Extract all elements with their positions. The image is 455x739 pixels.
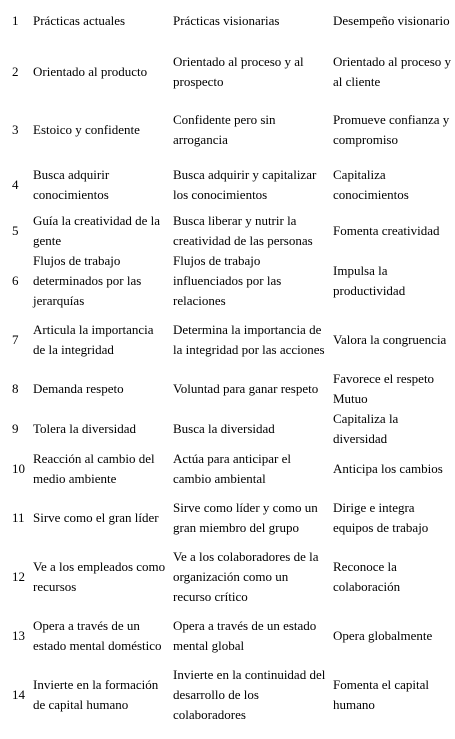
table-row: [0, 665, 455, 725]
visionary-performance-cell: Capitaliza conocimientos: [333, 167, 409, 202]
row-number: 6: [12, 273, 19, 288]
visionary-practice-cell: Busca liberar y nutrir la creatividad de las personas: [173, 213, 313, 248]
visionary-practice-cell: Actúa para anticipar el cambio ambiental: [173, 451, 292, 486]
row-number: 13: [12, 628, 25, 643]
visionary-performance-cell: Reconoce la colaboración: [333, 559, 401, 594]
current-practice-cell: Articula la importancia de la integridad: [33, 322, 154, 357]
visionary-performance-cell: Capitaliza la diversidad: [333, 411, 399, 446]
visionary-practice-cell: Invierte en la continuidad del desarrollo de los colaboradores: [173, 667, 326, 722]
current-practice-cell: Busca adquirir conocimientos: [33, 167, 110, 202]
row-number: 11: [12, 510, 25, 525]
visionary-performance-cell: Fomenta el capital humano: [333, 677, 430, 712]
visionary-practice-cell: Orientado al proceso y al prospecto: [173, 53, 304, 89]
table-row: [0, 449, 455, 489]
visionary-performance-cell: Favorece el respeto Mutuo: [333, 371, 435, 406]
current-practice-cell: Orientado al producto: [33, 63, 148, 79]
visionary-performance-cell: Desempeño visionario: [333, 13, 450, 28]
table-row: [0, 607, 455, 665]
visionary-performance-cell: Dirige e integra equipos de trabajo: [333, 500, 429, 535]
visionary-practice-cell: Busca la diversidad: [173, 421, 275, 436]
visionary-practice-cell: Sirve como líder y como un gran miembro del grupo: [173, 500, 318, 535]
current-practice-cell: Opera a través de un estado mental doméstico: [33, 618, 162, 653]
row-number: 2: [12, 63, 19, 79]
visionary-performance-cell: Valora la congruencia: [333, 332, 447, 347]
visionary-performance-cell: Impulsa la productividad: [333, 263, 406, 298]
row-number: 9: [12, 421, 19, 436]
visionary-performance-cell: Promueve confianza y compromiso: [333, 112, 450, 147]
current-practice-cell: Invierte en la formación de capital humano: [33, 677, 159, 712]
row-number: 5: [12, 223, 19, 238]
current-practice-cell: Guía la creatividad de la gente: [33, 213, 161, 248]
table-row: [0, 489, 455, 547]
table-row: [0, 42, 455, 101]
current-practice-cell: Tolera la diversidad: [33, 421, 137, 436]
table-row: [0, 547, 455, 607]
current-practice-cell: Prácticas actuales: [33, 13, 126, 28]
current-practice-cell: Demanda respeto: [33, 381, 124, 396]
visionary-performance-cell: Orientado al proceso y al cliente: [333, 53, 452, 89]
current-practice-cell: Flujos de trabajo determinados por las jerarquías: [33, 253, 142, 308]
table-row: [0, 0, 455, 42]
visionary-performance-cell: Fomenta creatividad: [333, 223, 440, 238]
visionary-practice-cell: Flujos de trabajo influenciados por las relaciones: [173, 253, 282, 308]
visionary-practice-cell: Confidente pero sin arrogancia: [173, 112, 276, 147]
current-practice-cell: Sirve como el gran líder: [33, 510, 159, 525]
table-row: [0, 211, 455, 251]
table-row: [0, 251, 455, 311]
current-practice-cell: Reacción al cambio del medio ambiente: [33, 451, 155, 486]
visionary-performance-cell: Anticipa los cambios: [333, 461, 443, 476]
row-number: 4: [12, 177, 19, 192]
visionary-practice-cell: Determina la importancia de la integridad por las acciones: [173, 322, 325, 357]
row-number: 10: [12, 461, 25, 476]
row-number: 3: [12, 122, 19, 137]
visionary-performance-cell: Opera globalmente: [333, 628, 433, 643]
table-row: [0, 159, 455, 211]
visionary-practice-cell: Voluntad para ganar respeto: [173, 381, 319, 396]
current-practice-cell: Ve a los empleados como recursos: [33, 559, 166, 594]
row-number: 12: [12, 569, 25, 584]
table-row: [0, 409, 455, 449]
table-row: [0, 311, 455, 369]
row-number: 7: [12, 332, 19, 347]
row-number: 14: [12, 687, 25, 702]
table-row: [0, 369, 455, 409]
visionary-practice-cell: Opera a través de un estado mental global: [173, 618, 317, 653]
visionary-practice-cell: Busca adquirir y capitalizar los conocimientos: [173, 167, 317, 202]
row-number: 1: [12, 13, 19, 28]
table-row: [0, 101, 455, 159]
current-practice-cell: Estoico y confidente: [33, 122, 140, 137]
visionary-practice-cell: Prácticas visionarias: [173, 13, 280, 28]
visionary-practice-cell: Ve a los colaboradores de la organización como un recurso crítico: [173, 549, 319, 604]
row-number: 8: [12, 381, 19, 396]
